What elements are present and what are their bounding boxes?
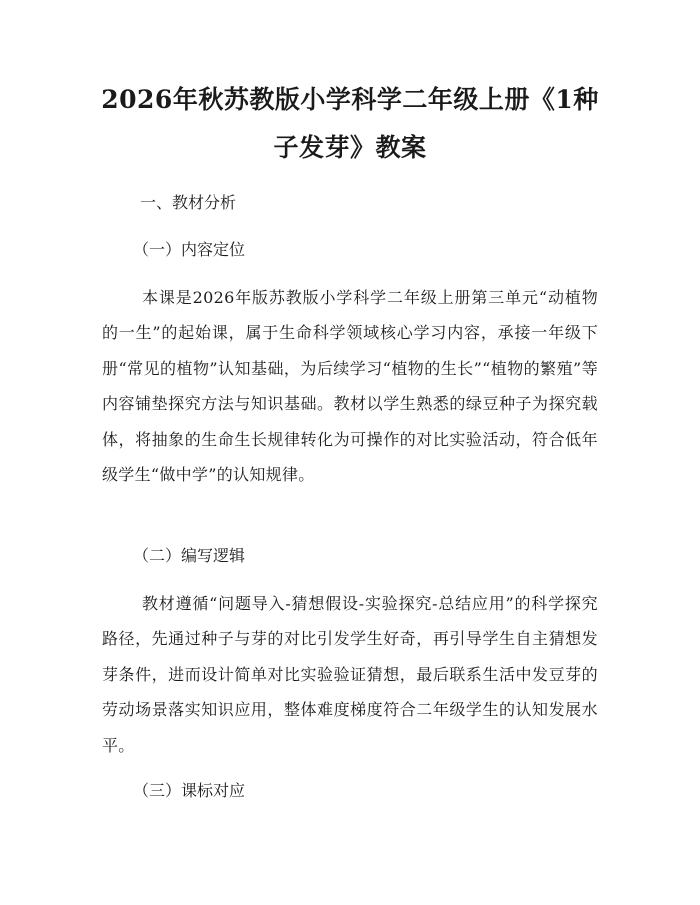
subsection-heading-curriculum-standards: （三）课标对应 <box>133 781 246 800</box>
paragraph-content-positioning: 本课是2026年版苏教版小学科学二年级上册第三单元“动植物的一生”的起始课，属于生命科学领域核心学习内容，承接一年级下册“常见的植物”认知基础，为后续学习“植物的生长”“植物的繁殖”等内容铺垫探究方法与知识基础。教材以学生熟悉的绿豆种子为探究载体，将抽象的生命生长规律转化为可操作的对比实验活动，符合低年级学生“做中学”的认知规律。 <box>102 288 598 485</box>
subsection-heading-content-positioning: （一）内容定位 <box>133 240 246 259</box>
paragraph-writing-logic: 教材遵循“问题导入-猜想假设-实验探究-总结应用”的科学探究路径，先通过种子与芽的对比引发学生好奇，再引导学生自主猜想发芽条件，进而设计简单对比实验验证猜想，最后联系生活中发豆芽的劳动场景落实知识应用，整体难度梯度符合二年级学生的认知发展水平。 <box>102 594 598 755</box>
document-title: 2026年秋苏教版小学科学二年级上册《1种子发芽》教案 <box>101 85 599 162</box>
section-heading-textbook-analysis: 一、教材分析 <box>140 193 237 212</box>
subsection-heading-writing-logic: （二）编写逻辑 <box>133 546 246 565</box>
